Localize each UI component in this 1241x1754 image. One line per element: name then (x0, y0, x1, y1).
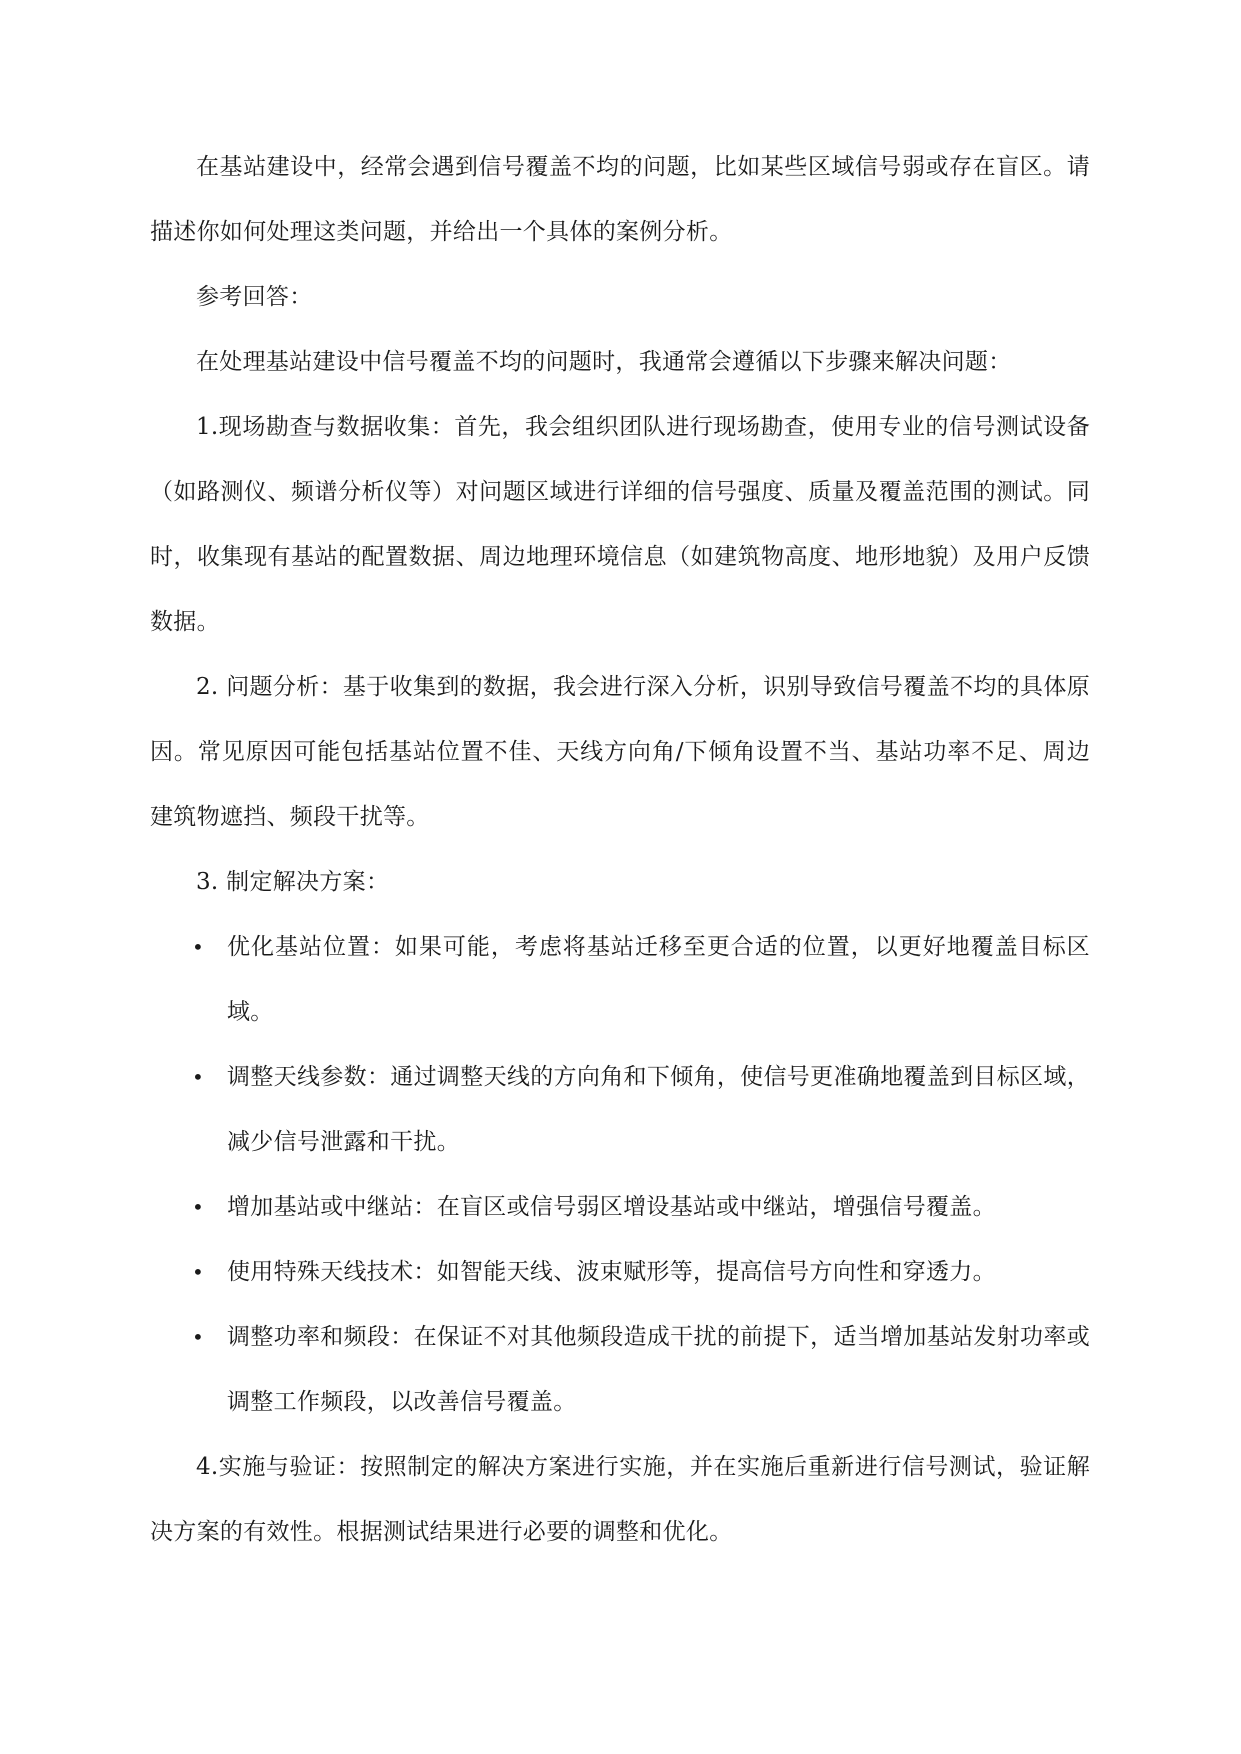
list-item-text: 调整天线参数：通过调整天线的方向角和下倾角，使信号更准确地覆盖到目标区域，减少信号泄露和干扰。 (227, 1064, 1090, 1155)
list-item-text: 优化基站位置：如果可能，考虑将基站迁移至更合适的位置，以更好地覆盖目标区域。 (227, 934, 1090, 1025)
list-item-text: 调整功率和频段：在保证不对其他频段造成干扰的前提下，适当增加基站发射功率或调整工作频段，以改善信号覆盖。 (227, 1324, 1090, 1415)
list-item (150, 1175, 1090, 1240)
list-item (150, 1045, 1090, 1175)
bullet-icon: • (191, 1260, 205, 1284)
list-item-text: 使用特殊天线技术：如智能天线、波束赋形等，提高信号方向性和穿透力。 (227, 1259, 996, 1285)
step-1-paragraph: 1.现场勘查与数据收集：首先，我会组织团队进行现场勘查，使用专业的信号测试设备（如路测仪、频谱分析仪等）对问题区域进行详细的信号强度、质量及覆盖范围的测试。同时，收集现有基站的配置数据、周边地理环境信息（如建筑物高度、地形地貌）及用户反馈数据。 (150, 414, 1090, 635)
document-body (150, 135, 1090, 1565)
list-item (150, 915, 1090, 1045)
list-item (150, 1240, 1090, 1305)
bullet-icon: • (191, 1195, 205, 1219)
reference-answer-heading: 参考回答： (196, 284, 313, 310)
step-2-paragraph: 2. 问题分析：基于收集到的数据，我会进行深入分析，识别导致信号覆盖不均的具体原因。常见原因可能包括基站位置不佳、天线方向角/下倾角设置不当、基站功率不足、周边建筑物遮挡、频段干扰等。 (150, 674, 1090, 830)
solution-list (150, 915, 1090, 1435)
intro-paragraph: 在处理基站建设中信号覆盖不均的问题时，我通常会遵循以下步骤来解决问题： (196, 349, 1012, 375)
list-item (150, 1305, 1090, 1435)
bullet-icon: • (191, 1065, 205, 1089)
list-item-text: 增加基站或中继站：在盲区或信号弱区增设基站或中继站，增强信号覆盖。 (227, 1194, 996, 1220)
question-paragraph: 在基站建设中，经常会遇到信号覆盖不均的问题，比如某些区域信号弱或存在盲区。请描述你如何处理这类问题，并给出一个具体的案例分析。 (150, 154, 1090, 245)
step-4-paragraph: 4.实施与验证：按照制定的解决方案进行实施，并在实施后重新进行信号测试，验证解决方案的有效性。根据测试结果进行必要的调整和优化。 (150, 1454, 1090, 1545)
bullet-icon: • (191, 935, 205, 959)
bullet-icon: • (191, 1325, 205, 1349)
step-3-heading: 3. 制定解决方案： (196, 869, 390, 895)
